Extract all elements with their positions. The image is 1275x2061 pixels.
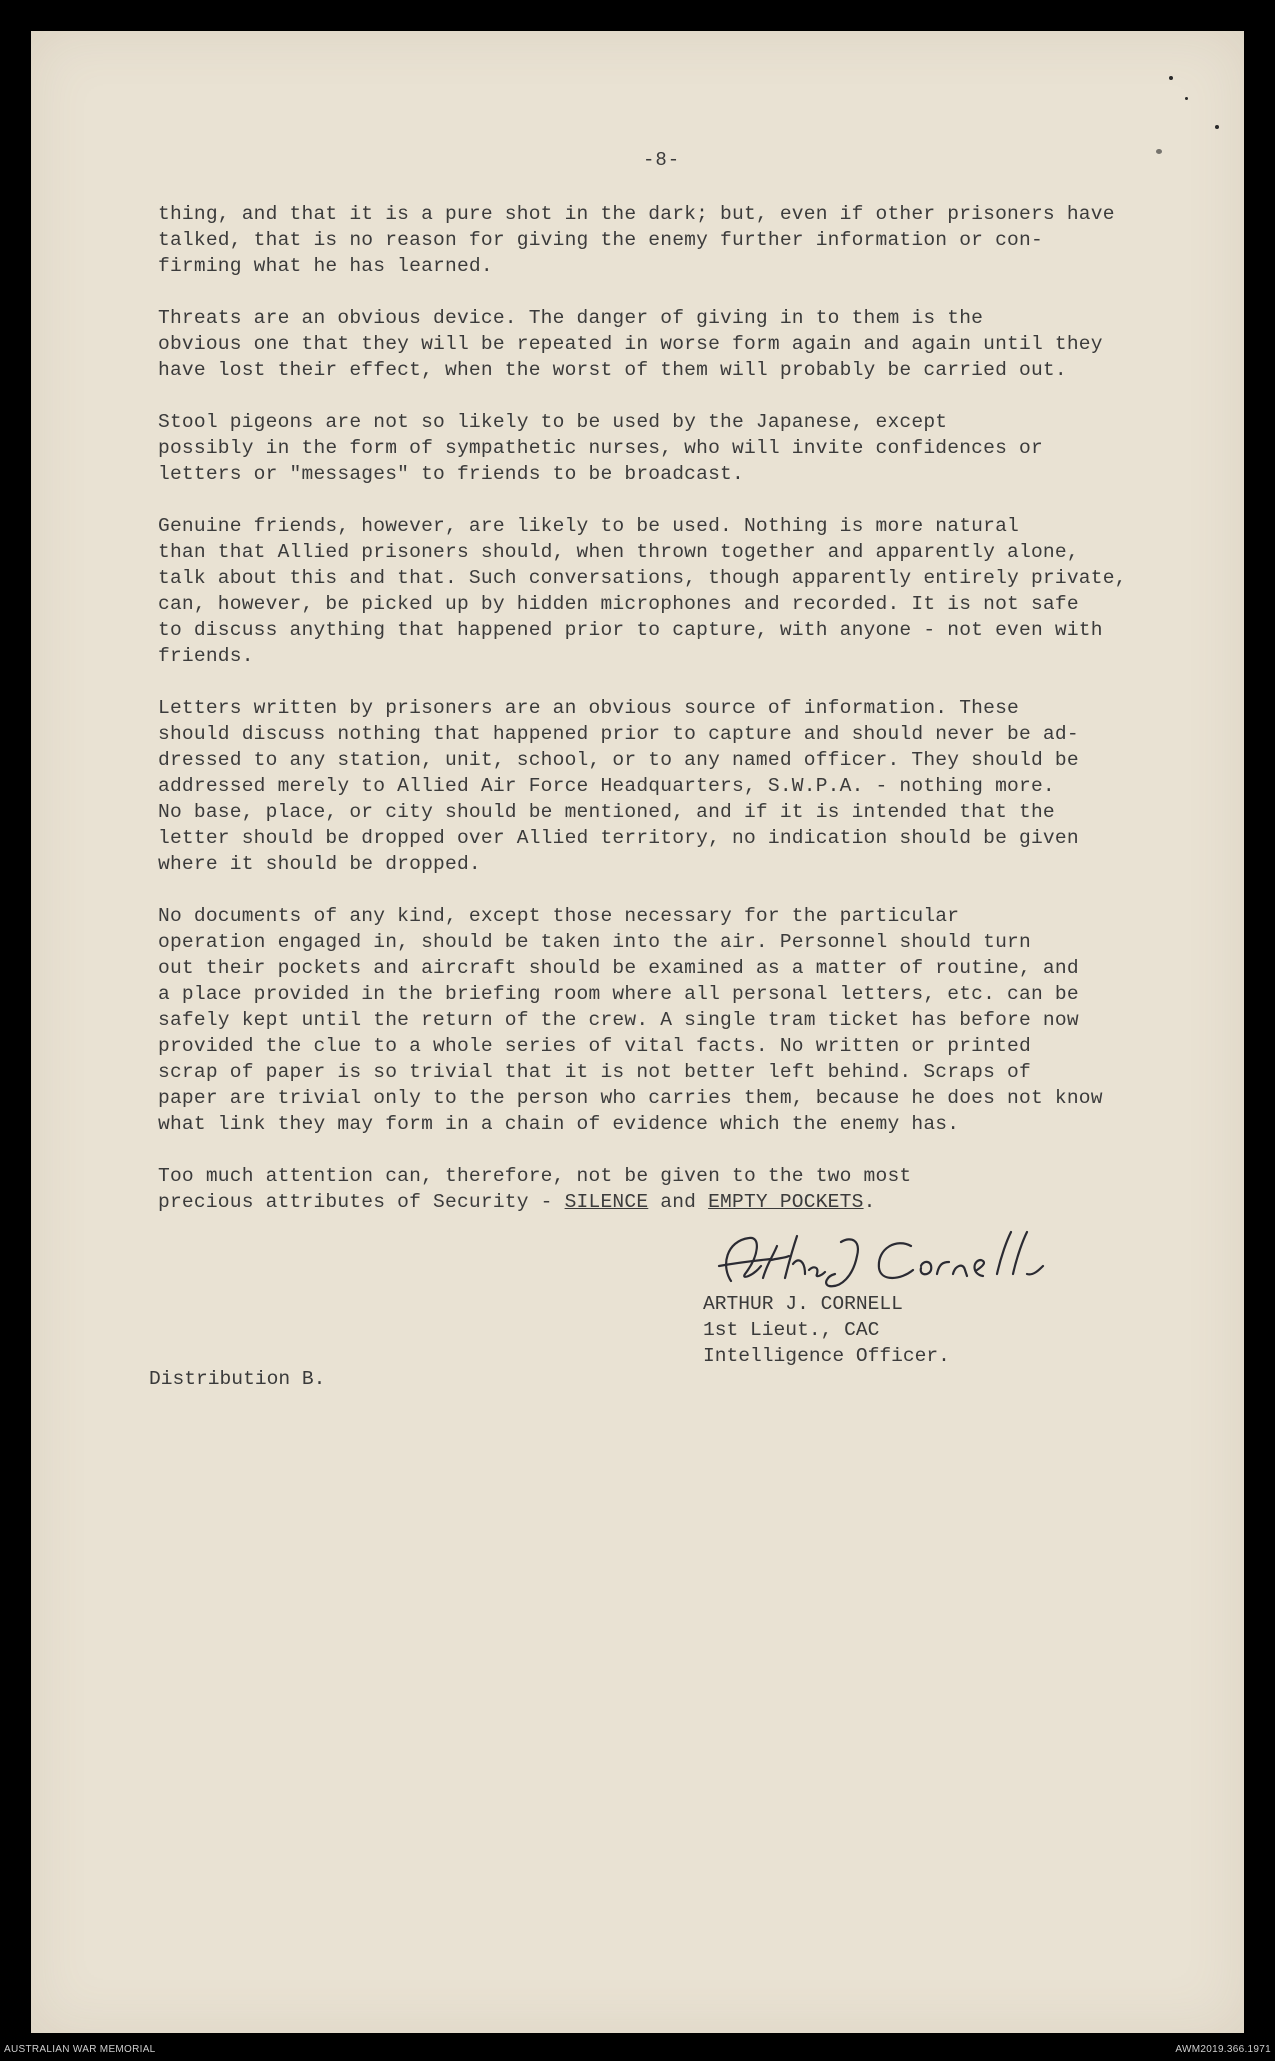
footer-accession-number: AWM2019.366.1971 (1175, 2044, 1271, 2055)
paper-speck (1215, 125, 1219, 129)
paragraph-1: thing, and that it is a pure shot in the dark; but, even if other prisoners have talked, that is no reason for giving the enemy further information or con- firming what he has learned. (158, 203, 1115, 277)
signatory-name: ARTHUR J. CORNELL (703, 1293, 903, 1315)
paper-speck (1169, 76, 1173, 80)
paper-speck (1156, 149, 1162, 154)
paragraph-threats: Threats are an obvious device. The danger of giving in to them is the obvious one that they will be repeated in worse form again and again until they have lost their effect, when the worst of them will probably be carried out. (158, 307, 1103, 381)
paragraph-conclusion (158, 1163, 1193, 1215)
paragraph-genuine-friends: Genuine friends, however, are likely to be used. Nothing is more natural than that Allied prisoners should, when thrown together and apparently alone, talk about this and that. Such conversations, though apparently entirely private, can, however, be picked up by hidden microphones and recorded. It is not safe to discuss anything that happened prior to capture, with anyone - not even with friends. (158, 515, 1127, 667)
conclusion-end: . (863, 1191, 876, 1213)
signatory-rank: 1st Lieut., CAC (703, 1319, 880, 1341)
handwritten-signature (701, 1226, 1081, 1296)
conclusion-and: and (648, 1191, 709, 1213)
paragraph-letters: Letters written by prisoners are an obvious source of information. These should discuss nothing that happened prior to capture and should never be ad- dressed to any station, unit, school, or to any named officer. They should be addressed merely to Allied Air Force Headquarters, S.W.P.A. - nothing more. No base, place, or city should be mentioned, and if it is intended that the letter should be dropped over Allied territory, no indication should be given where it should be dropped. (158, 697, 1079, 875)
document-page (31, 31, 1244, 2033)
empty-pockets-emphasis: EMPTY POCKETS (708, 1191, 864, 1213)
paragraph-stool-pigeons: Stool pigeons are not so likely to be used by the Japanese, except possibly in the form of sympathetic nurses, who will invite confidences or letters or "messages" to friends to be broadcast. (158, 411, 1043, 485)
page-number: -8- (643, 149, 681, 171)
paper-speck (1185, 97, 1188, 100)
conclusion-lead: Too much attention can, therefore, not be given to the two most precious attributes of Security - (158, 1165, 912, 1213)
signatory-title: Intelligence Officer. (703, 1345, 950, 1367)
distribution-line: Distribution B. (149, 1368, 326, 1390)
silence-emphasis: SILENCE (564, 1191, 649, 1213)
footer-institution: AUSTRALIAN WAR MEMORIAL (4, 2044, 156, 2055)
signature-block (703, 1291, 950, 1369)
letter-body (158, 201, 1193, 1241)
paragraph-documents: No documents of any kind, except those necessary for the particular operation engaged in, should be taken into the air. Personnel should turn out their pockets and aircraft should be examined as a matter of routine, and a place provided in the briefing room where all personal letters, etc. can be safely kept until the return of the crew. A single tram ticket has before now provided the clue to a whole series of vital facts. No written or printed scrap of paper is so trivial that it is not better left behind. Scraps of paper are trivial only to the person who carries them, because he does not know what link they may form in a chain of evidence which the enemy has. (158, 905, 1103, 1135)
